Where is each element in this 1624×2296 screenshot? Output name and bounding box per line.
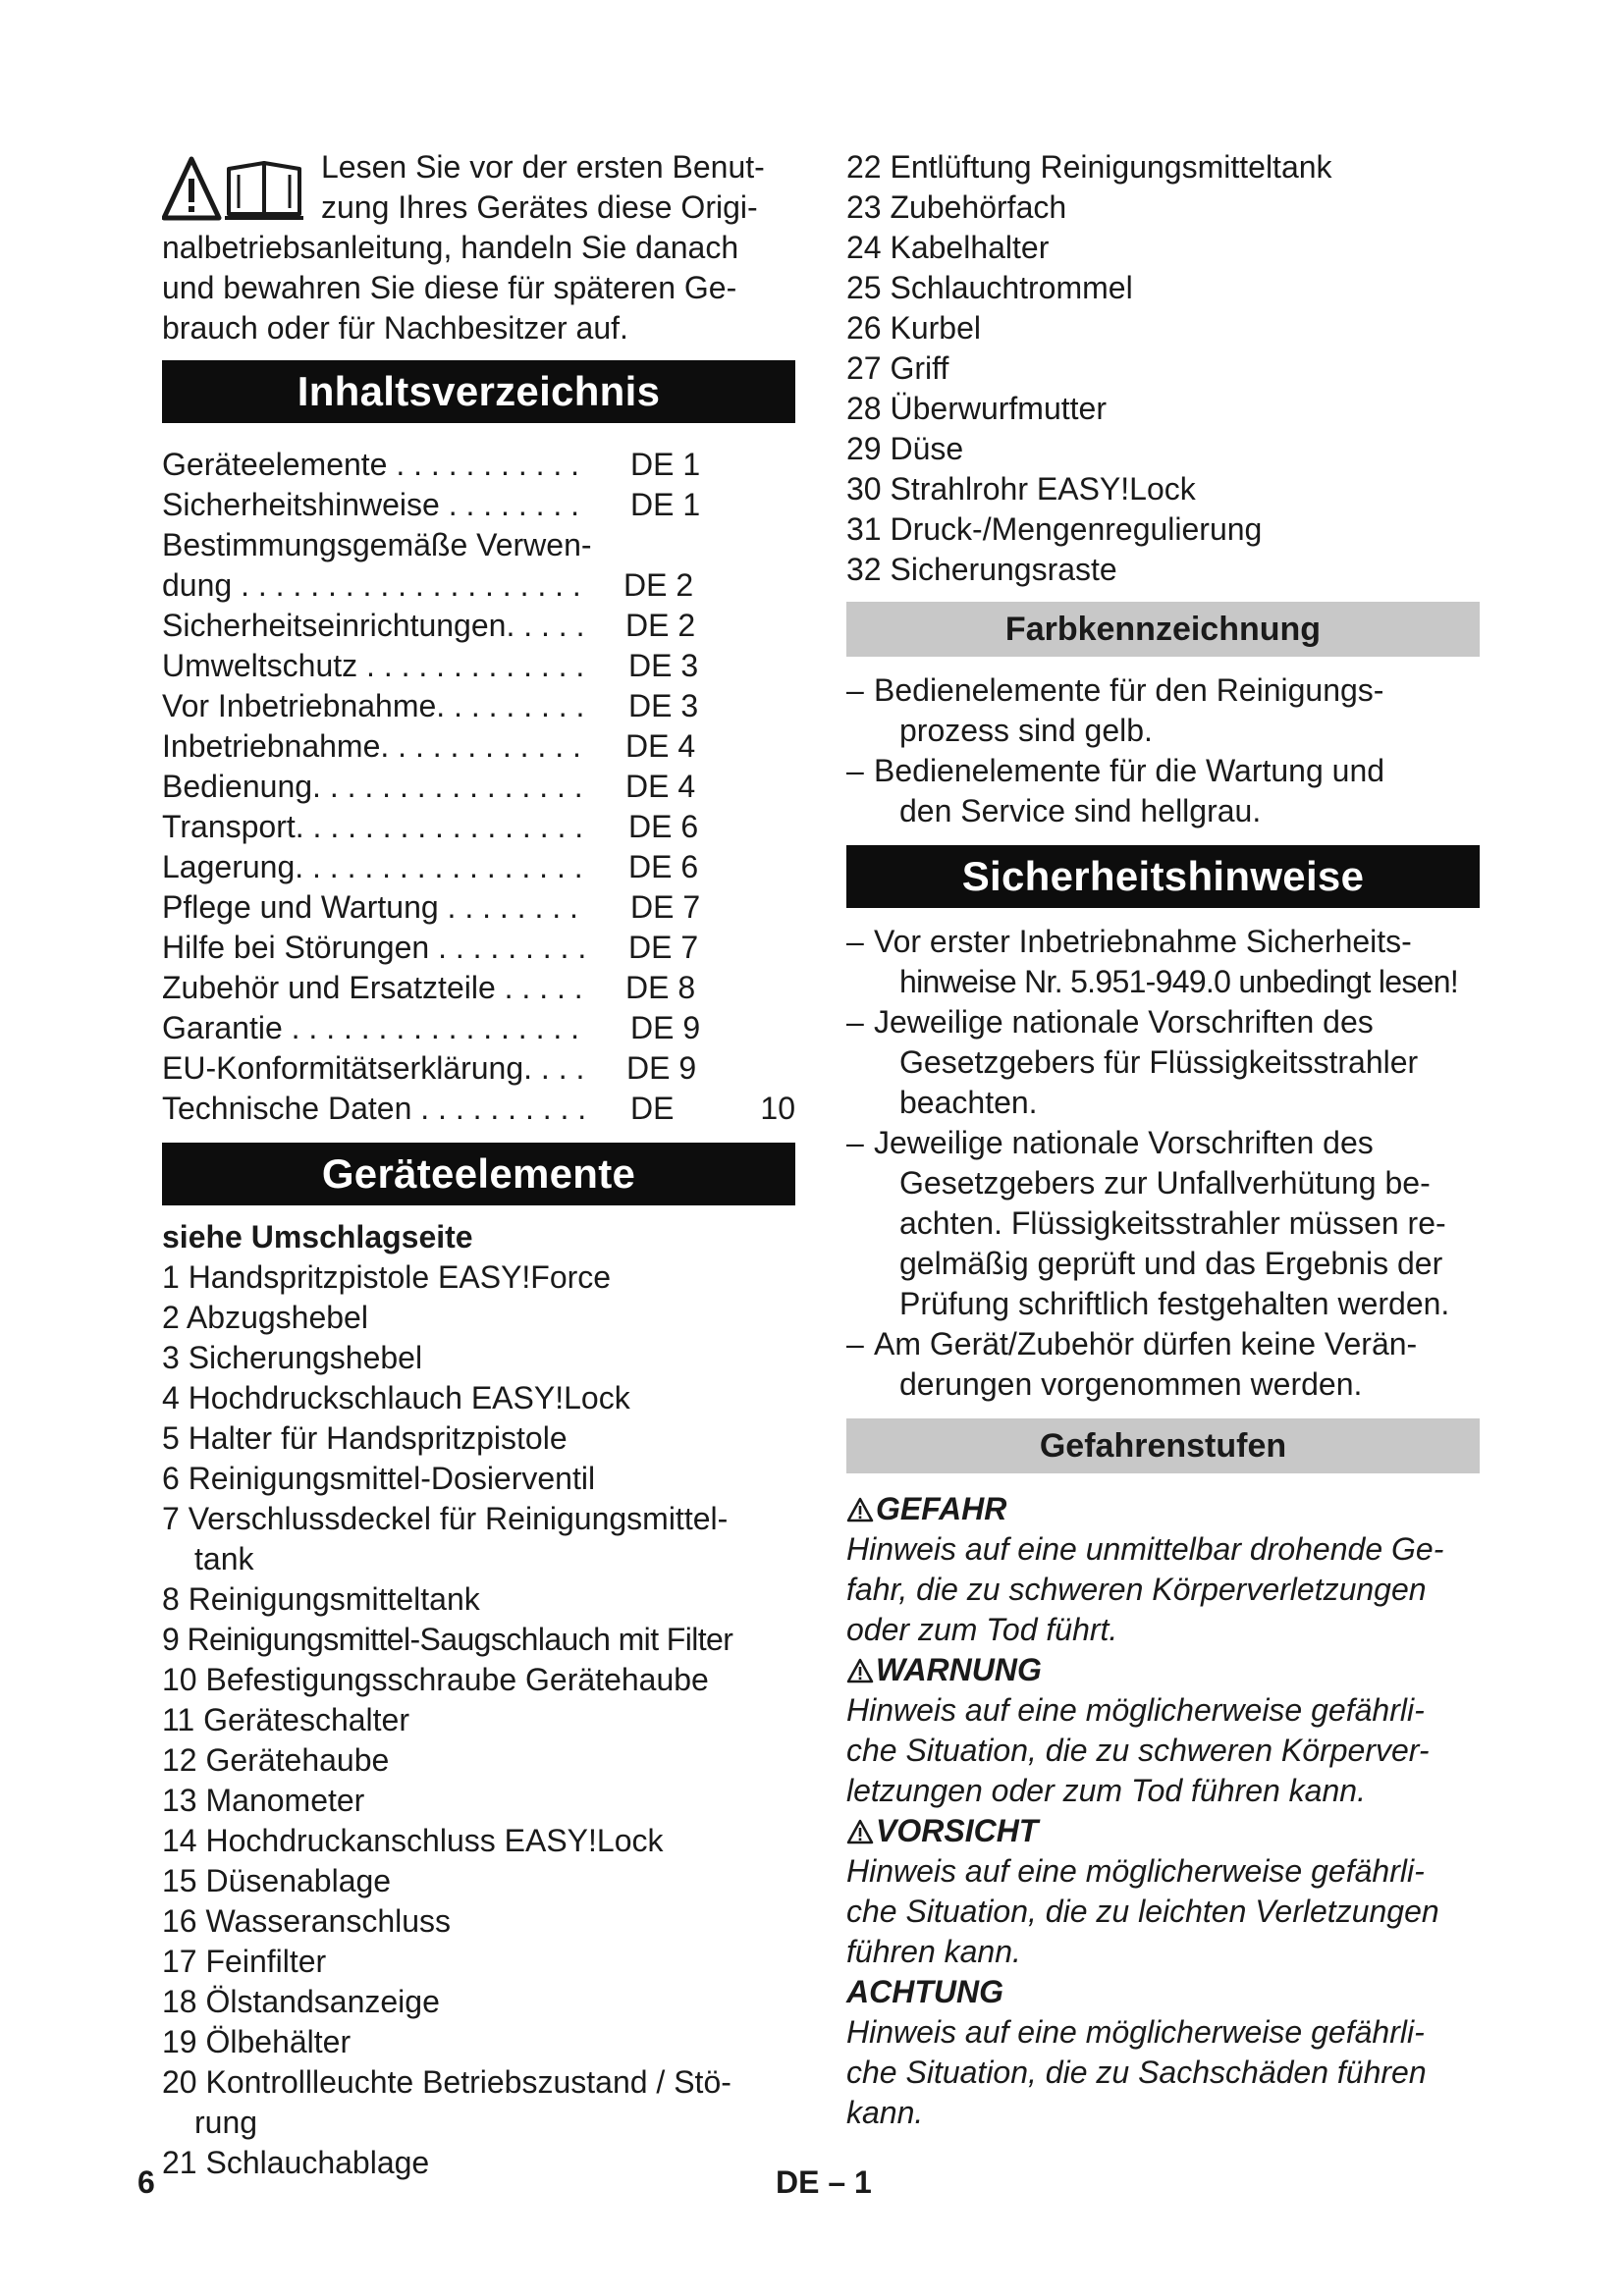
element-item-continued: tank — [194, 1541, 254, 1576]
color-coding-item — [846, 670, 1480, 751]
elements-subtitle: siehe Umschlagseite — [162, 1219, 473, 1255]
danger-level-text: che Situation, die zu Sachschäden führen — [846, 2055, 1427, 2090]
bullet-dash: – — [846, 753, 864, 788]
danger-level-text: kann. — [846, 2095, 924, 2130]
danger-level-heading — [846, 1972, 1480, 2012]
element-item: 30 Strahlrohr EASY!Lock — [846, 471, 1196, 507]
elements-heading: Geräteelemente — [162, 1143, 795, 1205]
intro-line: und bewahren Sie diese für späteren Ge- — [162, 270, 737, 305]
safety-item — [846, 1324, 1480, 1405]
toc-entry-title: EU-Konformitätserklärung. . . . — [162, 1050, 585, 1086]
toc-entry-page: DE 6 — [628, 849, 699, 884]
element-item: 29 Düse — [846, 431, 964, 466]
left-column — [162, 147, 795, 2183]
element-item: 5 Halter für Handspritzpistole — [162, 1420, 568, 1456]
bullet-dash: – — [846, 924, 864, 959]
element-item: 8 Reinigungsmitteltank — [162, 1581, 480, 1617]
toc-heading: Inhaltsverzeichnis — [162, 360, 795, 423]
toc-entry-title: Garantie . . . . . . . . . . . . . . . . . — [162, 1010, 580, 1045]
color-coding-item — [846, 751, 1480, 831]
toc-entry-title: Vor Inbetriebnahme. . . . . . . . . — [162, 688, 585, 723]
safety-list — [846, 922, 1480, 1405]
toc-entry-page: DE — [630, 1091, 675, 1126]
toc-entry-title: Sicherheitshinweise . . . . . . . . — [162, 487, 580, 522]
danger-level-text: führen kann. — [846, 1934, 1021, 1969]
element-item: 19 Ölbehälter — [162, 2024, 352, 2059]
toc-entry-page: DE 2 — [623, 567, 694, 603]
element-item: 22 Entlüftung Reinigungsmitteltank — [846, 149, 1332, 185]
danger-level-heading — [846, 1811, 1480, 1851]
warning-triangle-icon — [846, 1497, 874, 1522]
element-item: 11 Geräteschalter — [162, 1702, 409, 1737]
section-page-label: DE – 1 — [776, 2164, 872, 2200]
intro-line: zung Ihres Gerätes diese Origi- — [321, 189, 758, 225]
danger-level-text: Hinweis auf eine möglicherweise gefährli- — [846, 1853, 1425, 1889]
toc-entry-title: Sicherheitseinrichtungen. . . . . — [162, 608, 585, 643]
element-item: 7 Verschlussdeckel für Reinigungsmittel- — [162, 1501, 729, 1536]
toc-entry-page: DE 9 — [626, 1050, 697, 1086]
color-coding-list — [846, 670, 1480, 831]
bullet-line: Vor erster Inbetriebnahme Sicherheits- — [874, 924, 1412, 959]
toc-entry[interactable] — [162, 1008, 795, 1048]
toc-entry-title: Bedienung. . . . . . . . . . . . . . . . — [162, 769, 583, 804]
elements-list — [162, 1217, 795, 2183]
toc-entry[interactable] — [162, 968, 795, 1008]
bullet-dash: – — [846, 672, 864, 708]
bullet-line: Jeweilige nationale Vorschriften des — [874, 1004, 1374, 1040]
toc-entry-title: Pflege und Wartung . . . . . . . . — [162, 889, 578, 925]
bullet-line: derungen vorgenommen werden. — [899, 1366, 1363, 1402]
element-item: 13 Manometer — [162, 1783, 365, 1818]
element-item: 14 Hochdruckanschluss EASY!Lock — [162, 1823, 664, 1858]
danger-level-text: letzungen oder zum Tod führen kann. — [846, 1773, 1366, 1808]
intro-paragraph — [162, 147, 795, 348]
danger-level-text: fahr, die zu schweren Körperverletzungen — [846, 1572, 1427, 1607]
danger-level-text: Hinweis auf eine möglicherweise gefährli- — [846, 1692, 1425, 1728]
danger-level-label: GEFAHR — [876, 1491, 1007, 1526]
warning-manual-icon — [162, 155, 307, 224]
element-item: 9 Reinigungsmittel-Saugschlauch mit Filter — [162, 1622, 733, 1657]
toc-entry-page: DE 3 — [628, 688, 699, 723]
toc-entry-title: Lagerung. . . . . . . . . . . . . . . . . — [162, 849, 583, 884]
toc-entry-title: Technische Daten . . . . . . . . . . — [162, 1091, 587, 1126]
safety-item — [846, 922, 1480, 1002]
safety-item — [846, 1002, 1480, 1123]
bullet-dash: – — [846, 1326, 864, 1362]
element-item: 23 Zubehörfach — [846, 189, 1067, 225]
toc-entry[interactable] — [162, 686, 795, 726]
bullet-dash: – — [846, 1004, 864, 1040]
element-item: 16 Wasseranschluss — [162, 1903, 452, 1939]
toc-entry-page: DE 4 — [625, 728, 696, 764]
toc-entry-page: DE 1 — [630, 447, 701, 482]
element-item: 28 Überwurfmutter — [846, 391, 1107, 426]
danger-level-warnung — [846, 1650, 1480, 1811]
element-item: 1 Handspritzpistole EASY!Force — [162, 1259, 612, 1295]
bullet-line: Prüfung schriftlich festgehalten werden. — [899, 1286, 1450, 1321]
toc-entry-page: DE 4 — [625, 769, 696, 804]
bullet-line: hinweise Nr. 5.951-949.0 unbedingt lesen! — [899, 964, 1459, 999]
toc-entry[interactable] — [162, 847, 795, 887]
table-of-contents — [162, 445, 795, 1129]
element-item: 3 Sicherungshebel — [162, 1340, 423, 1375]
toc-entry-title: Transport. . . . . . . . . . . . . . . . . — [162, 809, 584, 844]
manual-book-icon — [225, 163, 303, 218]
element-item: 15 Düsenablage — [162, 1863, 392, 1898]
intro-line: Lesen Sie vor der ersten Benut- — [321, 149, 765, 185]
toc-entry[interactable] — [162, 807, 795, 847]
element-item-continued: rung — [194, 2105, 258, 2140]
safety-item — [846, 1123, 1480, 1324]
element-item: 21 Schlauchablage — [162, 2145, 430, 2180]
danger-level-heading — [846, 1650, 1480, 1690]
toc-entry-title: Inbetriebnahme. . . . . . . . . . . . — [162, 728, 581, 764]
element-item: 24 Kabelhalter — [846, 230, 1050, 265]
toc-entry-title: dung . . . . . . . . . . . . . . . . . . . . — [162, 567, 581, 603]
danger-level-heading — [846, 1489, 1480, 1529]
bullet-line: Am Gerät/Zubehör dürfen keine Verän- — [874, 1326, 1418, 1362]
element-item: 6 Reinigungsmittel-Dosierventil — [162, 1461, 596, 1496]
toc-entry-page: DE 6 — [628, 809, 699, 844]
toc-entry-title: Zubehör und Ersatzteile . . . . . — [162, 970, 583, 1005]
danger-level-text: oder zum Tod führt. — [846, 1612, 1118, 1647]
toc-entry-page: DE 3 — [628, 648, 699, 683]
page-number: 6 — [137, 2164, 155, 2200]
danger-levels-heading: Gefahrenstufen — [846, 1418, 1480, 1473]
toc-entry-page: DE 9 — [630, 1010, 701, 1045]
danger-level-text: Hinweis auf eine möglicherweise gefährli- — [846, 2014, 1425, 2050]
danger-level-label: ACHTUNG — [846, 1974, 1003, 2009]
toc-entry[interactable] — [162, 565, 795, 606]
element-item: 4 Hochdruckschlauch EASY!Lock — [162, 1380, 630, 1415]
bullet-line: Bedienelemente für den Reinigungs- — [874, 672, 1384, 708]
toc-entry-title: Umweltschutz . . . . . . . . . . . . . — [162, 648, 585, 683]
toc-entry[interactable] — [162, 726, 795, 767]
bullet-line: den Service sind hellgrau. — [899, 793, 1262, 828]
element-item: 17 Feinfilter — [162, 1944, 327, 1979]
toc-entry[interactable] — [162, 606, 795, 646]
intro-line: brauch oder für Nachbesitzer auf. — [162, 310, 628, 346]
bullet-dash: – — [846, 1125, 864, 1160]
right-column — [846, 147, 1480, 2147]
bullet-line: Gesetzgebers zur Unfallverhütung be- — [899, 1165, 1431, 1201]
bullet-line: gelmäßig geprüft und das Ergebnis der — [899, 1246, 1443, 1281]
bullet-line: Bedienelemente für die Wartung und — [874, 753, 1385, 788]
toc-entry[interactable] — [162, 767, 795, 807]
danger-level-gefahr — [846, 1489, 1480, 1650]
elements-list-continued — [846, 147, 1480, 590]
toc-entry[interactable] — [162, 646, 795, 686]
warning-triangle-icon — [164, 159, 219, 218]
element-item: 12 Gerätehaube — [162, 1742, 390, 1778]
toc-entry[interactable] — [162, 928, 795, 968]
bullet-line: beachten. — [899, 1085, 1038, 1120]
toc-entry-page: DE 8 — [625, 970, 696, 1005]
toc-entry-page: DE 1 — [630, 487, 701, 522]
element-item: 27 Griff — [846, 350, 949, 386]
element-item: 18 Ölstandsanzeige — [162, 1984, 440, 2019]
danger-level-label: VORSICHT — [876, 1813, 1039, 1848]
danger-level-label: WARNUNG — [876, 1652, 1042, 1687]
danger-level-achtung — [846, 1972, 1480, 2133]
warning-triangle-icon — [846, 1658, 874, 1683]
bullet-line: achten. Flüssigkeitsstrahler müssen re- — [899, 1205, 1446, 1241]
intro-line: nalbetriebsanleitung, handeln Sie danach — [162, 230, 739, 265]
element-item: 32 Sicherungsraste — [846, 552, 1117, 587]
bullet-line: Jeweilige nationale Vorschriften des — [874, 1125, 1374, 1160]
toc-entry-page: DE 7 — [630, 889, 701, 925]
danger-level-text: che Situation, die zu schweren Körperver- — [846, 1733, 1430, 1768]
safety-heading: Sicherheitshinweise — [846, 845, 1480, 908]
bullet-line: Gesetzgebers für Flüssigkeitsstrahler — [899, 1044, 1419, 1080]
element-item: 26 Kurbel — [846, 310, 981, 346]
toc-entry[interactable] — [162, 445, 795, 485]
toc-entry-title: Geräteelemente . . . . . . . . . . . — [162, 447, 580, 482]
toc-entry[interactable] — [162, 525, 795, 565]
element-item: 20 Kontrollleuchte Betriebszustand / Stö- — [162, 2064, 731, 2100]
toc-entry-title: Bestimmungsgemäße Verwen- — [162, 527, 592, 562]
danger-level-text: Hinweis auf eine unmittelbar drohende Ge- — [846, 1531, 1444, 1567]
danger-level-text: che Situation, die zu leichten Verletzungen — [846, 1894, 1439, 1929]
bullet-line: prozess sind gelb. — [899, 713, 1153, 748]
warning-triangle-icon — [846, 1819, 874, 1844]
element-item: 2 Abzugshebel — [162, 1300, 368, 1335]
element-item: 31 Druck-/Mengenregulierung — [846, 511, 1263, 547]
toc-entry[interactable] — [162, 1089, 795, 1129]
toc-entry-page: DE 2 — [625, 608, 696, 643]
toc-entry[interactable] — [162, 485, 795, 525]
color-coding-heading: Farbkennzeichnung — [846, 602, 1480, 657]
danger-level-vorsicht — [846, 1811, 1480, 1972]
toc-entry-page-number: 10 — [760, 1091, 795, 1126]
toc-entry-page: DE 7 — [628, 930, 699, 965]
toc-entry[interactable] — [162, 1048, 795, 1089]
toc-entry[interactable] — [162, 887, 795, 928]
element-item: 25 Schlauchtrommel — [846, 270, 1133, 305]
element-item: 10 Befestigungsschraube Gerätehaube — [162, 1662, 709, 1697]
toc-entry-title: Hilfe bei Störungen . . . . . . . . . — [162, 930, 587, 965]
danger-levels-list — [846, 1489, 1480, 2133]
